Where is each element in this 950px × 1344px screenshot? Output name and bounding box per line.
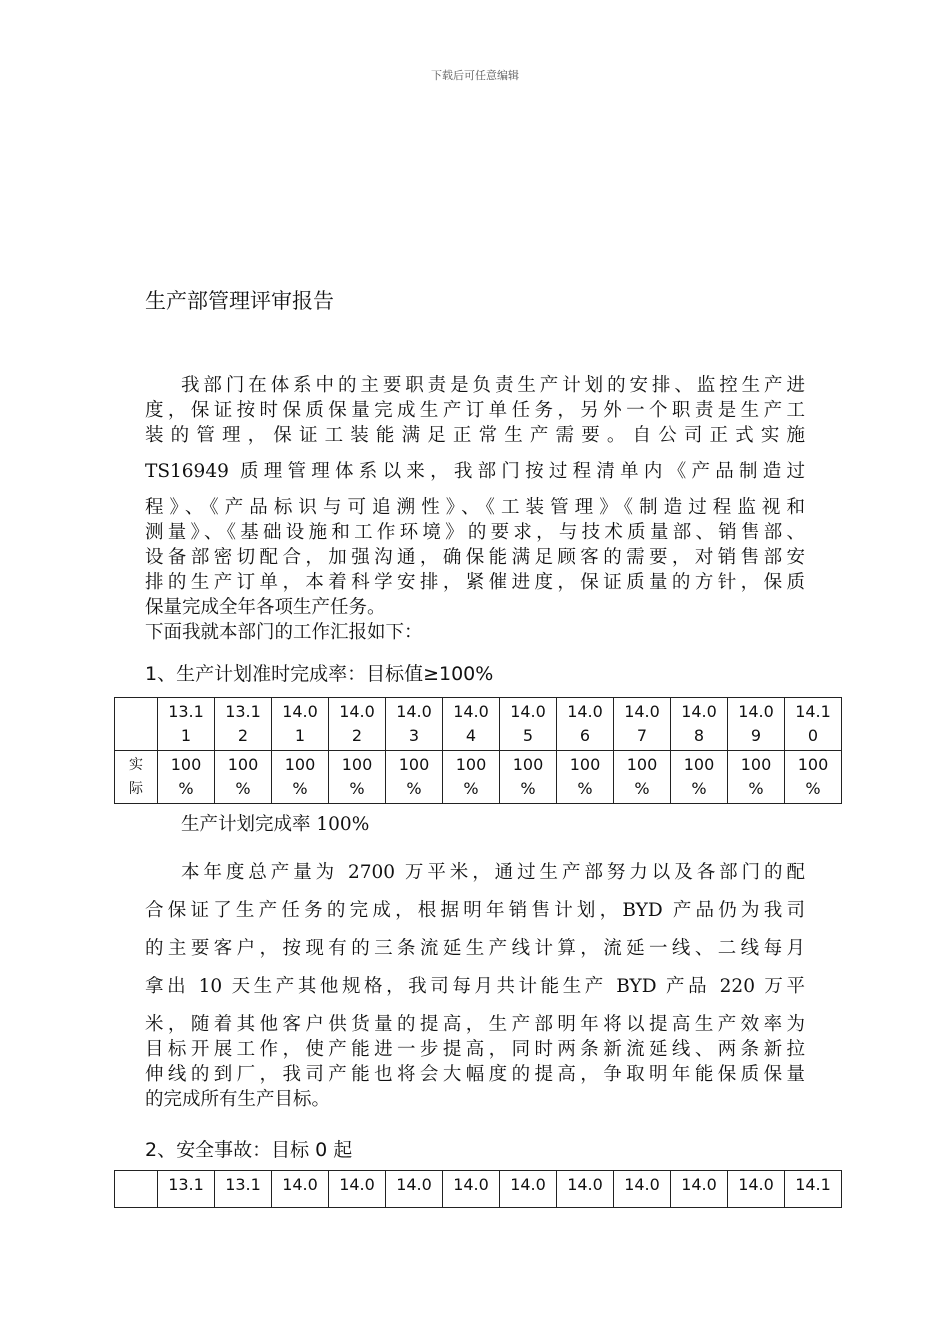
month-cell: 14.0 — [386, 1171, 443, 1208]
completion-rate-table — [114, 697, 842, 804]
intro-line: 下面我就本部门的工作汇报如下： — [145, 622, 423, 643]
month-cell: 14.0 7 — [614, 698, 671, 751]
safety-incident-table — [114, 1170, 842, 1208]
month-cell: 13.1 — [215, 1171, 272, 1208]
body-line: 米，随着其他客户供货量的提高，生产部明年将以提高生产效率为 — [145, 1014, 805, 1035]
month-cell: 14.1 — [785, 1171, 842, 1208]
value-cell: 100 % — [728, 751, 785, 804]
body-line: 的完成所有生产目标。 — [145, 1089, 331, 1110]
intro-line: 我部门在体系中的主要职责是负责生产计划的安排、监控生产进 — [181, 375, 805, 396]
month-cell: 14.0 2 — [329, 698, 386, 751]
month-cell: 14.0 3 — [386, 698, 443, 751]
month-cell: 14.0 — [272, 1171, 329, 1208]
value-cell: 100 % — [386, 751, 443, 804]
row-label-actual: 实 际 — [115, 751, 158, 804]
page-header-note: 下载后可任意编辑 — [431, 69, 519, 82]
intro-line: 度，保证按时保质保量完成生产订单任务，另外一个职责是生产工 — [145, 400, 805, 421]
value-cell: 100 % — [671, 751, 728, 804]
month-cell: 13.1 2 — [215, 698, 272, 751]
value-cell: 100 % — [557, 751, 614, 804]
body-line: 目标开展工作，使产能进一步提高，同时两条新流延线、两条新拉 — [145, 1039, 805, 1060]
intro-line: 保量完成全年各项生产任务。 — [145, 597, 386, 618]
month-cell: 14.0 — [557, 1171, 614, 1208]
value-cell: 100 % — [785, 751, 842, 804]
month-cell: 14.0 — [500, 1171, 557, 1208]
month-cell: 13.1 1 — [158, 698, 215, 751]
table-header-row — [115, 698, 842, 751]
table-row-actual — [115, 751, 842, 804]
month-cell: 14.0 — [614, 1171, 671, 1208]
intro-line: 程》、《产品标识与可追溯性》、《工装管理》《制造过程监视和 — [145, 497, 805, 518]
table-header-row — [115, 1171, 842, 1208]
intro-line: 排的生产订单，本着科学安排，紧催进度，保证质量的方针，保质 — [145, 572, 805, 593]
month-cell: 14.0 6 — [557, 698, 614, 751]
month-cell: 14.1 0 — [785, 698, 842, 751]
body-line: 的主要客户，按现有的三条流延生产线计算，流延一线、二线每月 — [145, 938, 805, 959]
month-cell: 14.0 1 — [272, 698, 329, 751]
intro-line: 设备部密切配合，加强沟通，确保能满足顾客的需要，对销售部安 — [145, 547, 805, 568]
intro-paragraph — [145, 373, 805, 645]
body-line: 拿出 10 天生产其他规格，我司每月共计能生产 BYD 产品 220 万平 — [145, 976, 805, 997]
month-cell: 14.0 4 — [443, 698, 500, 751]
month-cell: 14.0 9 — [728, 698, 785, 751]
value-cell: 100 % — [158, 751, 215, 804]
value-cell: 100 % — [272, 751, 329, 804]
month-cell: 14.0 8 — [671, 698, 728, 751]
month-cell: 14.0 — [671, 1171, 728, 1208]
month-cell: 14.0 5 — [500, 698, 557, 751]
report-title: 生产部管理评审报告 — [145, 289, 334, 313]
intro-line: 测量》、《基础设施和工作环境》的要求，与技术质量部、销售部、 — [145, 522, 805, 543]
month-cell: 14.0 — [329, 1171, 386, 1208]
month-cell: 14.0 — [443, 1171, 500, 1208]
table-corner-cell — [115, 698, 158, 751]
value-cell: 100 % — [329, 751, 386, 804]
body-line: 伸线的到厂，我司产能也将会大幅度的提高，争取明年能保质保量 — [145, 1064, 805, 1085]
section1-heading: 1、生产计划准时完成率：目标值≥100% — [145, 663, 494, 685]
intro-line: 装的管理，保证工装能满足正常生产需要。自公司正式实施 — [145, 425, 805, 446]
value-cell: 100 % — [443, 751, 500, 804]
completion-summary: 生产计划完成率 100% — [181, 814, 370, 835]
intro-line: TS16949 质理管理体系以来，我部门按过程清单内《产品制造过 — [145, 461, 805, 482]
section2-heading: 2、安全事故：目标 0 起 — [145, 1139, 353, 1161]
value-cell: 100 % — [215, 751, 272, 804]
value-cell: 100 % — [500, 751, 557, 804]
body-line: 本年度总产量为 2700 万平米，通过生产部努力以及各部门的配 — [181, 862, 805, 883]
body-line: 合保证了生产任务的完成，根据明年销售计划，BYD 产品仍为我司 — [145, 900, 805, 921]
section1-body — [145, 860, 805, 1112]
month-cell: 14.0 — [728, 1171, 785, 1208]
table-corner-cell — [115, 1171, 158, 1208]
value-cell: 100 % — [614, 751, 671, 804]
month-cell: 13.1 — [158, 1171, 215, 1208]
